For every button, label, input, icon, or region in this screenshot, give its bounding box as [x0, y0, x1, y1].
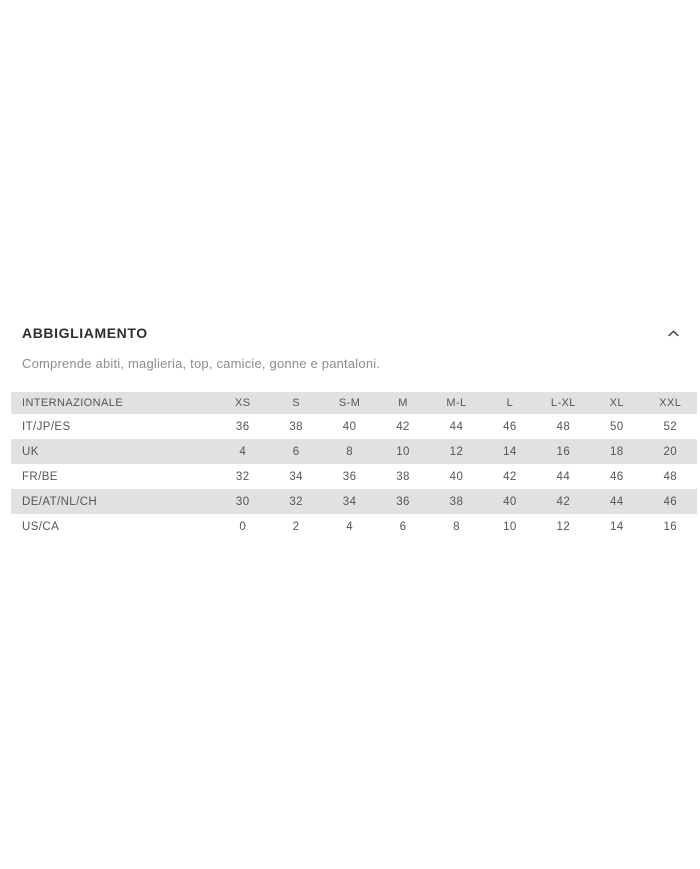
row-label: IT/JP/ES [22, 420, 71, 433]
table-cell: 14 [503, 445, 517, 458]
table-cell: 38 [289, 420, 303, 433]
table-cell: 6 [399, 520, 407, 533]
table-row-it-jp-es [11, 414, 697, 439]
table-cell: 16 [556, 445, 571, 458]
column-header-lxl: L-XL [550, 397, 576, 409]
table-cell: 4 [239, 445, 247, 458]
table-cell: 18 [609, 445, 624, 458]
table-cell: 40 [449, 470, 464, 483]
table-cell: 46 [609, 470, 624, 483]
table-row-fr-be [11, 464, 697, 489]
row-label: UK [22, 445, 39, 458]
column-header-sm: S-M [338, 397, 361, 409]
column-header-region: INTERNAZIONALE [22, 397, 123, 409]
section-subtitle: Comprende abiti, maglieria, top, camicie, gonne e pantaloni. [22, 356, 381, 371]
section-accordion-header[interactable] [22, 324, 680, 342]
table-cell: 46 [503, 420, 517, 433]
row-label: FR/BE [22, 470, 58, 483]
column-header-l: L [506, 397, 514, 409]
table-cell: 48 [663, 470, 678, 483]
table-cell: 10 [396, 445, 410, 458]
table-cell: 6 [292, 445, 300, 458]
table-cell: 36 [235, 420, 250, 433]
table-cell: 40 [342, 420, 357, 433]
table-cell: 12 [556, 520, 571, 533]
table-cell: 14 [609, 520, 624, 533]
table-cell: 2 [292, 520, 300, 533]
table-row-uk [11, 439, 697, 464]
table-cell: 32 [235, 470, 250, 483]
column-header-m: M [398, 397, 408, 409]
column-header-s: S [292, 397, 301, 409]
table-cell: 44 [556, 470, 571, 483]
table-cell: 32 [289, 495, 303, 508]
column-header-xxl: XXL [659, 397, 682, 409]
section-title: ABBIGLIAMENTO [22, 325, 148, 341]
column-header-ml: M-L [446, 397, 467, 409]
table-cell: 12 [449, 445, 464, 458]
table-cell: 44 [609, 495, 624, 508]
table-cell: 38 [449, 495, 464, 508]
table-cell: 50 [609, 420, 624, 433]
table-cell: 4 [346, 520, 353, 533]
table-cell: 36 [396, 495, 410, 508]
table-cell: 0 [239, 520, 247, 533]
table-cell: 38 [396, 470, 410, 483]
table-cell: 16 [663, 520, 678, 533]
table-cell: 10 [503, 520, 517, 533]
table-cell: 30 [235, 495, 250, 508]
row-label: DE/AT/NL/CH [22, 495, 98, 508]
table-cell: 40 [503, 495, 517, 508]
table-header-row [11, 392, 697, 414]
table-cell: 34 [342, 495, 357, 508]
table-cell: 20 [663, 445, 678, 458]
row-label: US/CA [22, 520, 60, 533]
table-cell: 48 [556, 420, 571, 433]
table-cell: 42 [556, 495, 571, 508]
table-cell: 46 [663, 495, 678, 508]
table-cell: 44 [449, 420, 464, 433]
table-cell: 42 [503, 470, 517, 483]
table-cell: 34 [289, 470, 303, 483]
column-header-xl: XL [609, 397, 624, 409]
chevron-up-icon[interactable] [666, 326, 680, 340]
table-cell: 52 [663, 420, 678, 433]
table-cell: 36 [342, 470, 357, 483]
table-cell: 8 [453, 520, 460, 533]
table-row-de-at-nl-ch [11, 489, 697, 514]
table-cell: 42 [396, 420, 410, 433]
table-row-us-ca [11, 514, 697, 539]
size-conversion-table [11, 392, 697, 539]
table-cell: 8 [346, 445, 353, 458]
column-header-xs: XS [234, 397, 251, 409]
